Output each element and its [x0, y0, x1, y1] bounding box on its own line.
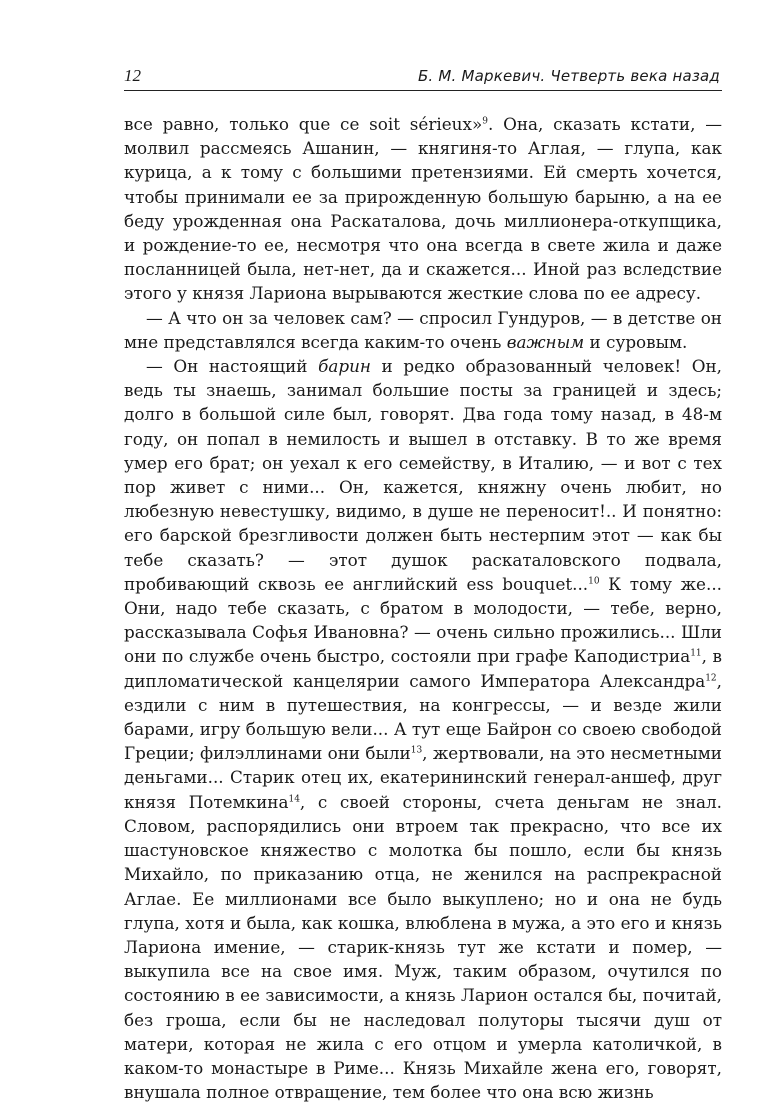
footnote-ref: 12 [705, 673, 717, 684]
footnote-ref: 10 [588, 576, 600, 587]
footnote-ref: 14 [288, 794, 300, 805]
text-run: и суровым. [584, 331, 688, 352]
text-run: , в дипломатической канцелярии самого Императора Александра [124, 646, 722, 691]
italic-word: барин [318, 356, 371, 377]
paragraph [124, 112, 722, 306]
paragraph [124, 354, 722, 1104]
text-run: — А что он за человек сам? — спросил Гундуров, — в детстве он мне представлялся всегда каким-то очень [124, 307, 722, 352]
footnote-ref: 9 [482, 116, 488, 127]
footnote-ref: 11 [690, 648, 702, 659]
text-run: — Он настоящий [146, 356, 319, 377]
page-number: 12 [124, 66, 141, 85]
running-header [124, 60, 722, 91]
footnote-ref: 13 [410, 745, 423, 756]
italic-word: важным [506, 331, 585, 352]
text-run: , ездили с ним в путешествия, на конгрессы, — и везде жили барами, игру большую вели... А тут еще Байрон со своею свободой Греции; филэллинами они были [124, 670, 722, 764]
text-run: , жертвовали, на это несметными деньгами... Старик отец их, екатерининский генерал-аншеф, друг князя Потемкина [124, 743, 722, 812]
paragraph [124, 306, 722, 354]
text-run: и редко образованный человек! Он, ведь ты знаешь, занимал большие посты за границей и здесь; долго в большой силе был, говорят. Два года тому назад, в 48-м году, он попал в немилость и вышел в отставку. В то же время умер его брат; он уехал к его семейству, в Италию, — и вот с тех пор живет с ними... Он, кажется, княжну очень любит, но любезную невестушку, видимо, в душе не переносит!.. И понятно: его барской брезгливости должен быть нестерпим этот — как бы тебе сказать? — этот душок раскаталовского подвала, пробивающий сквозь ее английский ess bouquet... [124, 356, 722, 594]
text-run: все равно, только que ce soit sérieux» [124, 114, 483, 134]
text-run: , с своей стороны, счета деньгам не знал. Словом, распорядились они втроем так прекрасно, что все их шастуновское княжество с молотка бы пошло, если бы князь Михайло, по приказанию отца, не женился на распрекрасной Аглае. Ее миллионами все было выкуплено; но и она не будь глупа, хотя и была, как кошка, влюблена в мужа, а это его и князь Лариона имение, — старик-князь тут же кстати и помер, — выкупила все на свое имя. Муж, таким образом, очутился по состоянию в ее зависимости, а князь Ларион остался бы, почитай, без гроша, если бы не наследовал полуторы тысячи душ от матери, которая не жила с его отцом и умерла католичкой, в каком-то монастыре в Риме... Князь Михайле жена его, говорят, внушала полное отвращение, тем более что она всю жизнь [124, 791, 722, 1103]
body-text [124, 112, 722, 1104]
text-run: . Она, сказать кстати, — молвил рассмеясь Ашанин, — княгиня-то Аглая, — глупа, как курица, а к тому с большими претензиями. Ей смерть хочется, чтобы принимали ее за прирожденную большую барыню, а на ее беду урожденная она Раскаталова, дочь миллионера-откупщика, и рождение-то ее, несмотря что она всегда в свете жила и даже посланницей была, нет-нет, да и скажется... Иной раз вследствие этого у князя Лариона вырываются жесткие слова по ее адресу. [124, 114, 722, 304]
running-title: Б. М. Маркевич. Четверть века назад [417, 67, 720, 85]
text-run: К тому же... Они, надо тебе сказать, с братом в молодости, — тебе, верно, рассказывала Софья Ивановна? — очень сильно прожились... Шли они по службе очень быстро, состояли при графе Каподистриа [124, 573, 722, 667]
